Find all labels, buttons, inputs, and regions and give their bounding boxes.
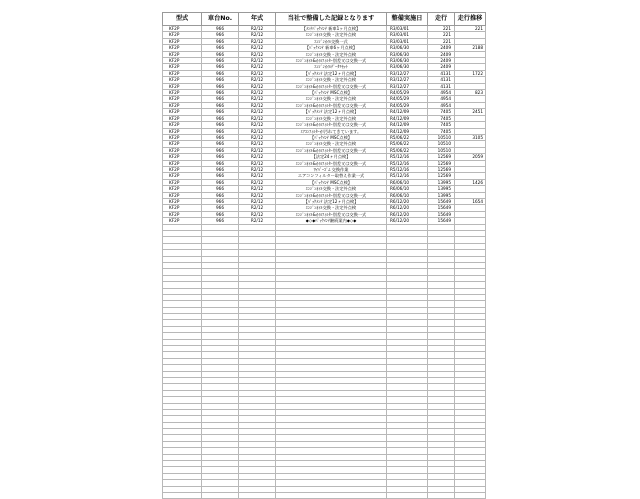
cell-model: KF2P [163, 115, 202, 121]
cell-date: R6/12/20 [387, 198, 428, 204]
cell-model: KF2P [163, 134, 202, 140]
cell-date: R6/06/10 [387, 192, 428, 198]
cell-year: R2/12 [239, 90, 276, 96]
cell-record: ｴﾝｼﾞﾝｵｲﾙ&ｵｲﾙﾌｨﾙﾀｰ別差又は交換一式 [276, 192, 387, 198]
cell-year: R2/12 [239, 166, 276, 172]
cell-mileage: 2409 [428, 45, 455, 51]
cell-mileage: 12569 [428, 160, 455, 166]
cell-record: ｴﾝｼﾞﾝｵｲﾙ交換・法定外点検 [276, 96, 387, 102]
cell-mileage: 4131 [428, 77, 455, 83]
cell-date: R5/12/16 [387, 173, 428, 179]
cell-model: KF2P [163, 160, 202, 166]
cell-chassis-no: 966 [202, 141, 239, 147]
cell-date: R4/05/29 [387, 90, 428, 96]
cell-date: R4/12/09 [387, 122, 428, 128]
cell-record: ｴﾝｼﾞﾝｵｲﾙ交換・法定外点検 [276, 205, 387, 211]
cell-model: KF2P [163, 77, 202, 83]
cell-mileage: 221 [428, 26, 455, 32]
cell-chassis-no: 966 [202, 38, 239, 44]
cell-mileage: 12569 [428, 166, 455, 172]
cell-date: R5/06/22 [387, 141, 428, 147]
cell-mileage: 13995 [428, 179, 455, 185]
empty-cell [387, 493, 428, 499]
cell-mileage: 221 [428, 32, 455, 38]
cell-year: R2/12 [239, 122, 276, 128]
cell-year: R2/12 [239, 134, 276, 140]
cell-model: KF2P [163, 186, 202, 192]
cell-model: KF2P [163, 38, 202, 44]
cell-year: R2/12 [239, 186, 276, 192]
cell-mileage: 4131 [428, 83, 455, 89]
cell-mileage-change: 823 [455, 90, 486, 96]
cell-model: KF2P [163, 166, 202, 172]
cell-date: R3/03/01 [387, 32, 428, 38]
cell-record: ｴﾝｼﾞﾝｵｲﾙ&ｵｲﾙﾌｨﾙﾀｰ別差又は交換一式 [276, 160, 387, 166]
cell-mileage: 15649 [428, 218, 455, 224]
cell-date: R5/12/16 [387, 160, 428, 166]
cell-model: KF2P [163, 141, 202, 147]
cell-record: 【ﾒﾝﾃﾊﾟｯｸﾒﾝﾃ 新車1ヶ月点検】 [276, 26, 387, 32]
cell-mileage: 10510 [428, 141, 455, 147]
cell-date: R3/06/30 [387, 64, 428, 70]
cell-record: ｴﾝｼﾞﾝｵｲﾙ&ｵｲﾙﾌｨﾙﾀｰ別差又は交換一式 [276, 211, 387, 217]
cell-model: KF2P [163, 58, 202, 64]
cell-mileage: 13995 [428, 186, 455, 192]
empty-row [163, 493, 486, 499]
cell-record: ﾜｲﾊﾟｰｺﾞﾑ 交換作業 [276, 166, 387, 172]
cell-year: R2/12 [239, 154, 276, 160]
cell-chassis-no: 966 [202, 205, 239, 211]
cell-mileage-change: 3105 [455, 134, 486, 140]
cell-mileage: 12569 [428, 154, 455, 160]
cell-mileage-change: 2451 [455, 109, 486, 115]
cell-model: KF2P [163, 179, 202, 185]
cell-mileage: 15649 [428, 205, 455, 211]
empty-cell [202, 493, 239, 499]
cell-record: ｴﾝｼﾞﾝｵｲﾙ&ｵｲﾙﾌｨﾙﾀｰ別差又は交換一式 [276, 122, 387, 128]
cell-year: R2/12 [239, 198, 276, 204]
empty-cell [163, 493, 202, 499]
cell-year: R2/12 [239, 211, 276, 217]
cell-year: R2/12 [239, 77, 276, 83]
cell-year: R2/12 [239, 51, 276, 57]
cell-model: KF2P [163, 211, 202, 217]
cell-date: R5/06/22 [387, 134, 428, 140]
cell-record: 【法定24ヶ月点検】 [276, 154, 387, 160]
cell-record: 【ﾊﾟｯｸﾒﾝﾃ 法定12ヶ月点検】 [276, 70, 387, 76]
cell-model: KF2P [163, 83, 202, 89]
cell-chassis-no: 966 [202, 58, 239, 64]
cell-chassis-no: 966 [202, 64, 239, 70]
cell-mileage: 221 [428, 38, 455, 44]
cell-record: 【ﾊﾟｯｸﾒﾝﾃ MSC点検】 [276, 90, 387, 96]
cell-chassis-no: 966 [202, 102, 239, 108]
cell-record: ｴﾝｼﾞﾝｵｲﾙ交換・法定外点検 [276, 141, 387, 147]
cell-record: 【ﾊﾟｯｸﾒﾝﾃ MSC点検】 [276, 179, 387, 185]
cell-date: R4/05/29 [387, 102, 428, 108]
cell-mileage: 7405 [428, 109, 455, 115]
cell-record: 【ﾊﾟｯｸﾒﾝﾃ MSC点検】 [276, 134, 387, 140]
cell-year: R2/12 [239, 58, 276, 64]
cell-year: R2/12 [239, 26, 276, 32]
cell-chassis-no: 966 [202, 70, 239, 76]
cell-mileage-change: 2188 [455, 45, 486, 51]
cell-year: R2/12 [239, 109, 276, 115]
cell-mileage-change: 1426 [455, 179, 486, 185]
cell-model: KF2P [163, 122, 202, 128]
cell-date: R3/03/01 [387, 26, 428, 32]
cell-chassis-no: 966 [202, 26, 239, 32]
cell-year: R2/12 [239, 128, 276, 134]
header-chassis-no: 車台No. [202, 13, 239, 26]
cell-model: KF2P [163, 198, 202, 204]
cell-record: 【ﾊﾟｯｸﾒﾝﾃ 新車6ヶ月点検】 [276, 45, 387, 51]
cell-model: KF2P [163, 96, 202, 102]
cell-model: KF2P [163, 32, 202, 38]
cell-record: 【ﾊﾟｯｸﾒﾝﾃ 法定12ヶ月点検】 [276, 109, 387, 115]
cell-chassis-no: 966 [202, 109, 239, 115]
cell-mileage: 2409 [428, 64, 455, 70]
cell-chassis-no: 966 [202, 45, 239, 51]
cell-model: KF2P [163, 147, 202, 153]
cell-date: R3/12/27 [387, 70, 428, 76]
cell-year: R2/12 [239, 205, 276, 211]
cell-date: R5/12/16 [387, 154, 428, 160]
empty-cell [276, 493, 387, 499]
cell-mileage: 15649 [428, 211, 455, 217]
cell-model: KF2P [163, 45, 202, 51]
cell-date: R5/12/16 [387, 166, 428, 172]
cell-year: R2/12 [239, 83, 276, 89]
cell-year: R2/12 [239, 102, 276, 108]
cell-date: R6/12/20 [387, 211, 428, 217]
cell-chassis-no: 966 [202, 147, 239, 153]
cell-record: ｴｱｺﾝﾌｨﾙﾀｰが汚れてきています。 [276, 128, 387, 134]
cell-year: R2/12 [239, 141, 276, 147]
header-year: 年式 [239, 13, 276, 26]
header-date: 整備実施日 [387, 13, 428, 26]
cell-mileage: 7405 [428, 115, 455, 121]
cell-chassis-no: 966 [202, 77, 239, 83]
header-model: 型式 [163, 13, 202, 26]
cell-mileage: 4131 [428, 70, 455, 76]
cell-year: R2/12 [239, 70, 276, 76]
cell-year: R2/12 [239, 160, 276, 166]
cell-chassis-no: 966 [202, 179, 239, 185]
cell-record: ｴﾝｼﾞﾝｵｲﾙ交換・法定外点検 [276, 51, 387, 57]
cell-model: KF2P [163, 109, 202, 115]
empty-cell [428, 493, 455, 499]
cell-date: R3/06/30 [387, 58, 428, 64]
cell-record: エアコンフィルター取替え作業一式 [276, 173, 387, 179]
cell-chassis-no: 966 [202, 211, 239, 217]
maintenance-table [162, 12, 486, 499]
cell-chassis-no: 966 [202, 128, 239, 134]
cell-mileage: 15649 [428, 198, 455, 204]
cell-date: R4/05/29 [387, 96, 428, 102]
cell-chassis-no: 966 [202, 173, 239, 179]
cell-mileage: 4954 [428, 102, 455, 108]
cell-chassis-no: 966 [202, 96, 239, 102]
cell-mileage: 4954 [428, 96, 455, 102]
cell-date: R6/12/20 [387, 205, 428, 211]
cell-year: R2/12 [239, 173, 276, 179]
cell-model: KF2P [163, 70, 202, 76]
cell-mileage-change: 1722 [455, 70, 486, 76]
cell-mileage-change: 2059 [455, 154, 486, 160]
empty-cell [239, 493, 276, 499]
cell-date: R3/12/27 [387, 83, 428, 89]
header-mileage-change: 走行推移 [455, 13, 486, 26]
cell-record: ｴﾝｼﾞﾝｵｲﾙﾃﾞｰﾀﾘｾｯﾄ [276, 64, 387, 70]
cell-mileage: 4954 [428, 90, 455, 96]
cell-year: R2/12 [239, 147, 276, 153]
cell-record: ｴﾝｼﾞﾝｵｲﾙ&ｵｲﾙﾌｨﾙﾀｰ別差又は交換一式 [276, 83, 387, 89]
cell-model: KF2P [163, 154, 202, 160]
cell-record: ｴﾝｼﾞﾝｵｲﾙ&ｵｲﾙﾌｨﾙﾀｰ別差又は交換一式 [276, 58, 387, 64]
cell-record: ｴﾝｼﾞﾝｵｲﾙ&ｵｲﾙﾌｨﾙﾀｰ別差又は交換一式 [276, 102, 387, 108]
cell-chassis-no: 966 [202, 186, 239, 192]
cell-model: KF2P [163, 26, 202, 32]
cell-record: ◆◇◆ﾊﾟｯｸﾒﾝﾃ継続案内◆◇◆ [276, 218, 387, 224]
cell-mileage: 12569 [428, 173, 455, 179]
header-record: 当社で整備した記録となります [276, 13, 387, 26]
cell-date: R6/06/10 [387, 179, 428, 185]
cell-year: R2/12 [239, 32, 276, 38]
cell-mileage: 10510 [428, 134, 455, 140]
cell-record: ｴﾝｼﾞﾝｵｲﾙ交換・法定外点検 [276, 115, 387, 121]
cell-record: ｴﾝｼﾞﾝｵｲﾙ交換一式 [276, 38, 387, 44]
cell-chassis-no: 966 [202, 115, 239, 121]
cell-chassis-no: 966 [202, 32, 239, 38]
cell-mileage: 2409 [428, 58, 455, 64]
cell-mileage: 2409 [428, 51, 455, 57]
cell-mileage: 13995 [428, 192, 455, 198]
cell-model: KF2P [163, 192, 202, 198]
cell-chassis-no: 966 [202, 83, 239, 89]
cell-date: R4/12/09 [387, 109, 428, 115]
maintenance-record-sheet [162, 12, 483, 466]
cell-model: KF2P [163, 205, 202, 211]
cell-record: 【ﾊﾟｯｸﾒﾝﾃ 法定12ヶ月点検】 [276, 198, 387, 204]
cell-year: R2/12 [239, 96, 276, 102]
cell-year: R2/12 [239, 192, 276, 198]
cell-mileage-change: 1654 [455, 198, 486, 204]
cell-model: KF2P [163, 90, 202, 96]
table-body [163, 26, 486, 499]
header-mileage: 走行 [428, 13, 455, 26]
cell-record: ｴﾝｼﾞﾝｵｲﾙ交換・法定外点検 [276, 32, 387, 38]
cell-chassis-no: 966 [202, 90, 239, 96]
cell-chassis-no: 966 [202, 51, 239, 57]
cell-year: R2/12 [239, 179, 276, 185]
cell-chassis-no: 966 [202, 134, 239, 140]
cell-chassis-no: 966 [202, 122, 239, 128]
cell-date: R4/12/09 [387, 128, 428, 134]
cell-record: ｴﾝｼﾞﾝｵｲﾙ交換・法定外点検 [276, 77, 387, 83]
cell-chassis-no: 966 [202, 166, 239, 172]
cell-model: KF2P [163, 64, 202, 70]
cell-record: ｴﾝｼﾞﾝｵｲﾙ&ｵｲﾙﾌｨﾙﾀｰ別差又は交換一式 [276, 147, 387, 153]
header-row [163, 13, 486, 26]
cell-year: R2/12 [239, 45, 276, 51]
cell-date: R3/06/30 [387, 51, 428, 57]
empty-cell [455, 493, 486, 499]
cell-date: R3/06/30 [387, 45, 428, 51]
cell-chassis-no: 966 [202, 160, 239, 166]
cell-year: R2/12 [239, 218, 276, 224]
cell-year: R2/12 [239, 64, 276, 70]
cell-date: R6/12/20 [387, 218, 428, 224]
cell-year: R2/12 [239, 115, 276, 121]
cell-chassis-no: 966 [202, 198, 239, 204]
cell-year: R2/12 [239, 38, 276, 44]
cell-model: KF2P [163, 102, 202, 108]
cell-mileage: 10510 [428, 147, 455, 153]
cell-mileage: 7405 [428, 128, 455, 134]
cell-date: R5/06/22 [387, 147, 428, 153]
cell-model: KF2P [163, 173, 202, 179]
cell-model: KF2P [163, 218, 202, 224]
cell-date: R6/06/10 [387, 186, 428, 192]
cell-model: KF2P [163, 128, 202, 134]
cell-date: R3/03/01 [387, 38, 428, 44]
cell-date: R3/12/27 [387, 77, 428, 83]
cell-chassis-no: 966 [202, 218, 239, 224]
cell-mileage: 7405 [428, 122, 455, 128]
cell-record: ｴﾝｼﾞﾝｵｲﾙ交換・法定外点検 [276, 186, 387, 192]
cell-model: KF2P [163, 51, 202, 57]
cell-chassis-no: 966 [202, 192, 239, 198]
cell-chassis-no: 966 [202, 154, 239, 160]
cell-mileage-change: 221 [455, 26, 486, 32]
cell-date: R4/12/09 [387, 115, 428, 121]
